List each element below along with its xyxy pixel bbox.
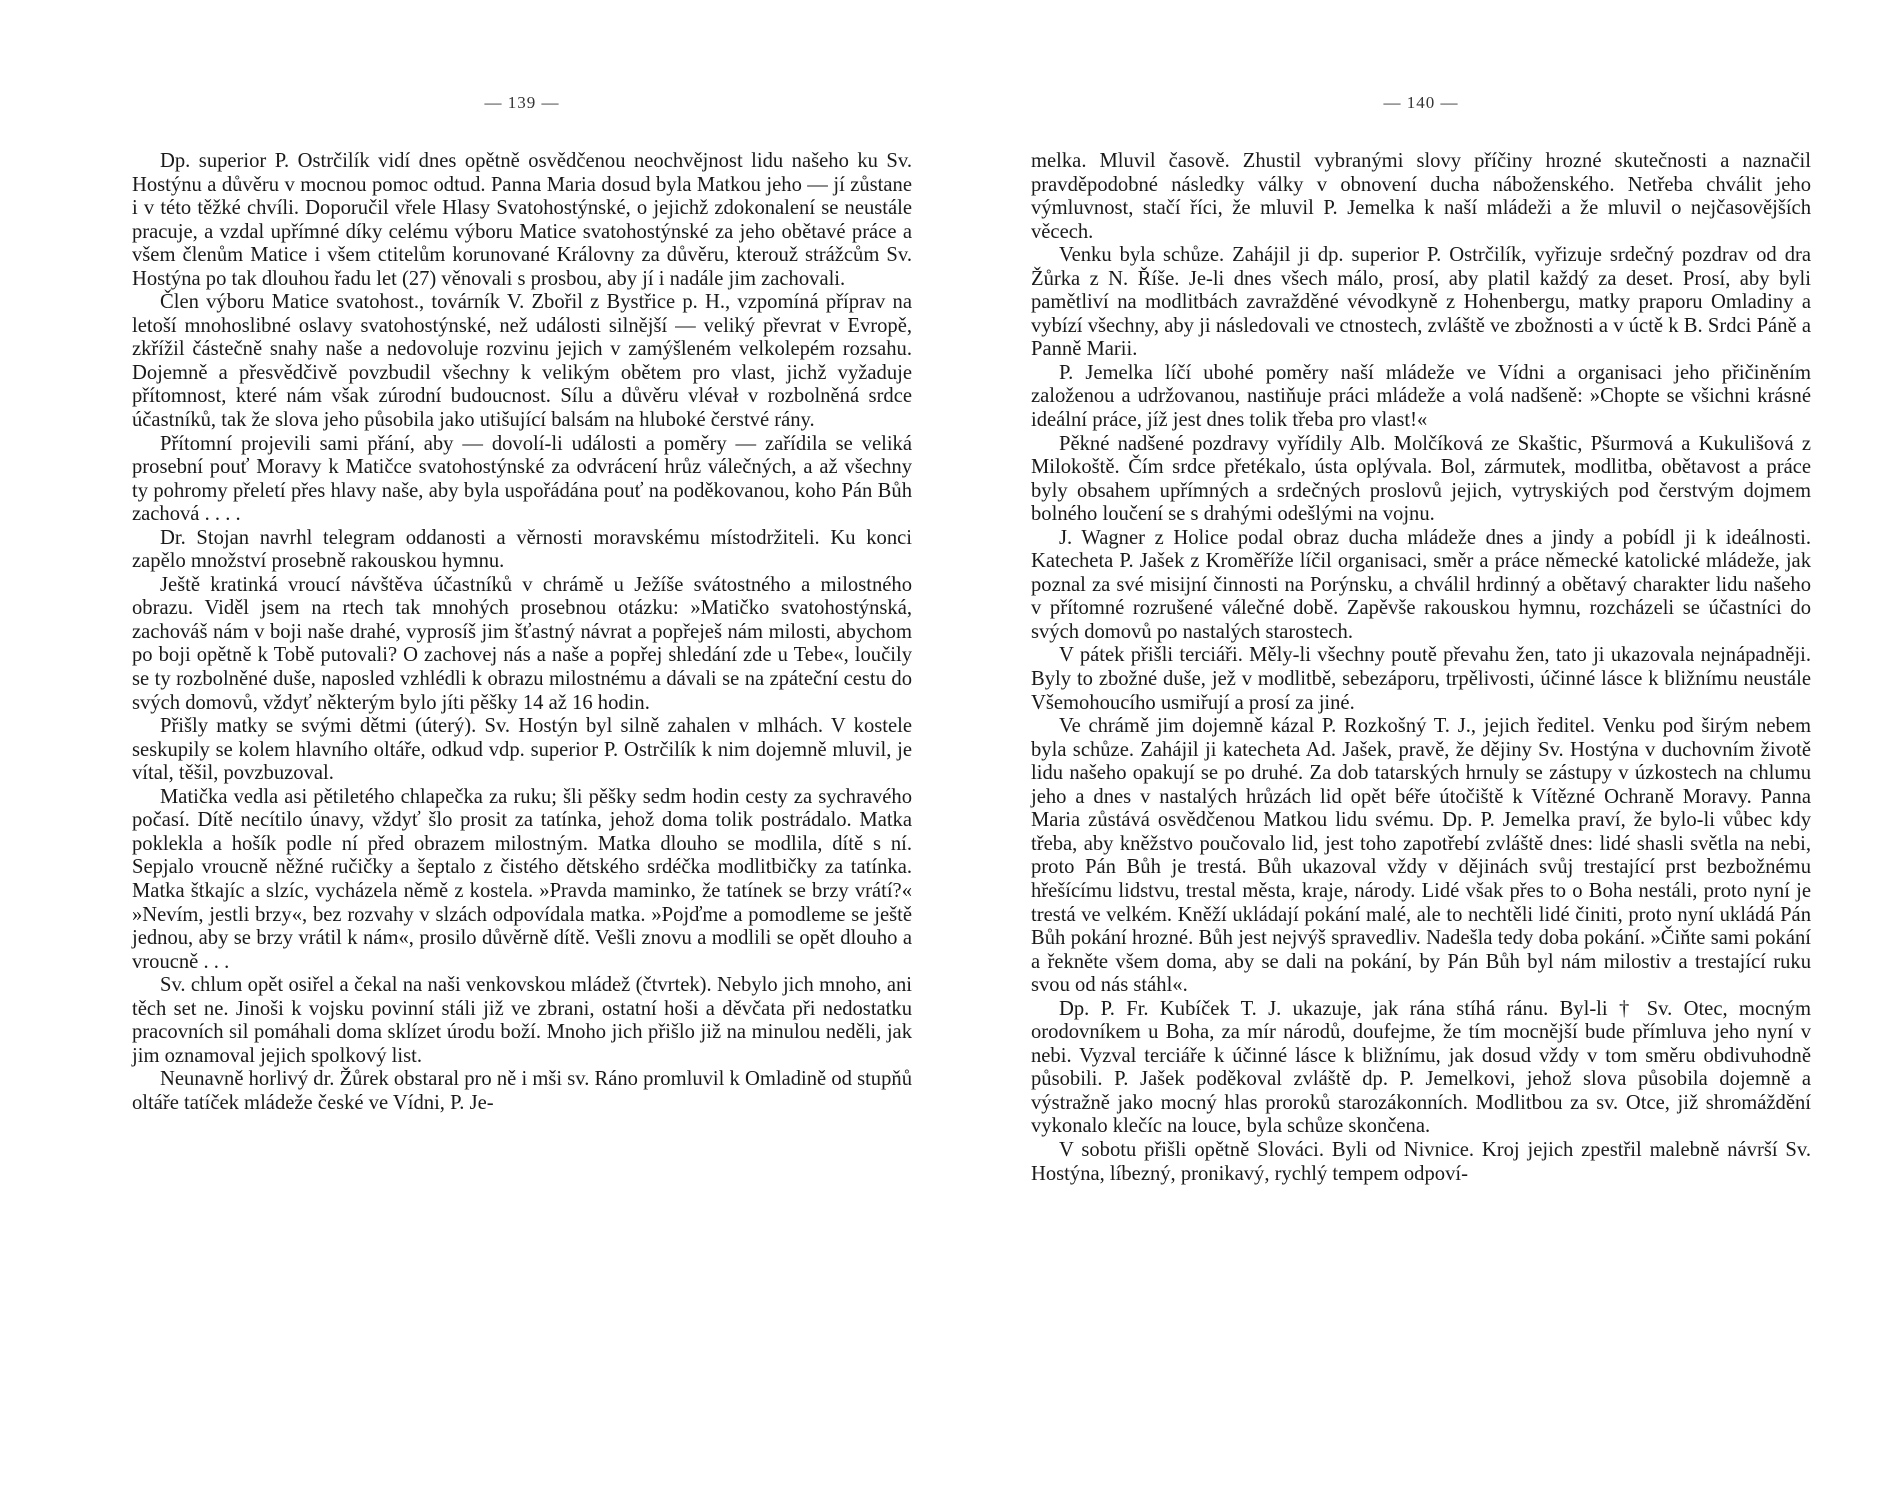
page-number: — 139 — [484,93,560,112]
paragraph: V pátek přišli terciáři. Měly-li všechny poutě převahu žen, tato ji ukazovala nejnápadněji. Byly to zbožné duše, jež v modlitbě, sebezáporu, trpělivosti, účinné lásce k bližnímu neustále Všemohoucího usmiřují a prosí za jiné. [1031,644,1811,714]
paragraph: Přítomní projevili sami přání, aby — dovolí-li události a poměry — zařídila se veliká prosební pouť Moravy k Matičce svatohostýnské za odvrácení hrůz válečných, a až všechny ty pohromy přeletí přes hlavy naše, aby byla uspořádána pouť na poděkovanou, koho Pán Bůh zachová . . . . [132,432,912,526]
page-text [132,150,912,1115]
paragraph: Dp. P. Fr. Kubíček T. J. ukazuje, jak rána stíhá ránu. Byl-li † Sv. Otec, mocným orodovníkem u Boha, za mír národů, doufejme, že tím mocnější bude přímluva jeho nyní v nebi. Vyzval terciáře k účinné lásce k bližnímu, jak dosud vždy v tom směru obdivuhodně působili. P. Jašek poděkoval zvláště dp. P. Jemelkovi, jehož slova působila dojemně a výstražně jako mocný hlas proroků starozákonních. Modlitbou za sv. Otce, již shromáždění vykonalo klečíc na louce, byla schůze skončena. [1031,997,1811,1138]
page-number: — 140 — [1383,93,1459,112]
right-page [1031,0,1811,1500]
paragraph: Ještě kratinká vroucí návštěva účastníků v chrámě u Ježíše svátostného a milostného obrazu. Viděl jsem na rtech tak mnohých prosebnou otázku: »Matičko svatohostýnská, zachováš nám v boji naše drahé, vyprosíš jim šťastný návrat a popřeješ nám milosti, abychom po boji opětně k Tobě putovali? O zachovej nás a naše a popřej shledání zde u Tebe«, loučily se ty rozbolněné duše, naposled vzhlédli k obrazu milostnému a dávali se na zpáteční cestu do svých domovů, vždyť některým bylo jíti pěšky 14 až 16 hodin. [132,573,912,714]
paragraph: Neunavně horlivý dr. Žůrek obstaral pro ně i mši sv. Ráno promluvil k Omladině od stupňů oltáře tatíček mládeže české ve Vídni, P. Je- [132,1068,912,1114]
paragraph: P. Jemelka líčí ubohé poměry naší mládeže ve Vídni a organisaci jeho přičiněním založenou a udržovanou, nastiňuje práci mládeže a volá nadšeně: »Chopte se všichni krásné ideální práce, jíž jest dnes tolik třeba pro vlast!« [1031,361,1811,432]
paragraph: Pěkné nadšené pozdravy vyřídily Alb. Molčíková ze Skaštic, Pšurmová a Kukulišová z Milokoště. Čím srdce přetékalo, ústa oplývala. Bol, zármutek, modlitba, obětavost a práce byly obsahem upřímných a srdečných proslovů jejich, vytryskiých pod čerstvým dojmem bolného loučení se s drahými odešlými na vojnu. [1031,432,1811,526]
left-page [132,0,912,1500]
paragraph: Ve chrámě jim dojemně kázal P. Rozkošný T. J., jejich ředitel. Venku pod širým nebem byla schůze. Zahájil ji katecheta Ad. Jašek, pravě, že dějiny Sv. Hostýna v duchovním životě lidu našeho opakují se po druhé. Za dob tatarských hrnuly se zástupy v úzkostech na chlumu jeho a dnes v nastalých hrůzách lid opět béře útočiště k Vítězné Ochraně Moravy. Panna Maria zůstává osvědčenou Matkou lidu svému. Dp. P. Jemelka praví, že bylo-li vůbec kdy třeba, aby kněžstvo poučovalo lid, jest toho zapotřebí zvláště dnes: lidé shasli světla na nebi, proto Pán Bůh je trestá. Bůh ukazoval vždy v dějinách svůj trestající prst bezbožnému hřešícímu lidstvu, trestal města, kraje, národy. Lidé však přes to o Boha nestáli, proto nyní je trestá ve velkém. Kněží ukládají pokání malé, ale to nechtěli lidé činiti, proto nyní ukládá Pán Bůh pokání hrozné. Bůh jest nejvýš spravedliv. Nadešla tedy doba pokání. »Čiňte sami pokání a řekněte všem doma, aby se dali na pokání, by Pán Bůh byl nám milostiv a trestající ruku svou od nás stáhl«. [1031,715,1811,997]
paragraph: V sobotu přišli opětně Slováci. Byli od Nivnice. Kroj jejich zpestřil malebně návrší Sv. Hostýna, líbezný, pronikavý, rychlý tempem odpoví- [1031,1138,1811,1185]
paragraph: J. Wagner z Holice podal obraz ducha mládeže dnes a jindy a pobídl ji k ideálnosti. Katecheta P. Jašek z Kroměříže líčil organisaci, směr a práce německé katolické mládeže, jak poznal za své misijní činnosti na Porýnsku, a chválil hrdinný a obětavý charakter lidu našeho v přítomné rozrušené válečné době. Zapěvše rakouskou hymnu, rozcházeli se účastníci do svých domovů po nastalých starostech. [1031,526,1811,643]
paragraph: Venku byla schůze. Zahájil ji dp. superior P. Ostrčilík, vyřizuje srdečný pozdrav od dra Žůrka z N. Říše. Je-li dnes všech málo, prosí, aby platil každý za deset. Prosí, aby byli pamětliví na modlitbách zavražděné vévodkyně z Hohenbergu, matky praporu Omladiny a vybízí všechny, aby ji následovali ve ctnostech, zvláště ve zbožnosti a v úctě k B. Srdci Páně a Panně Marii. [1031,244,1811,361]
paragraph: Dp. superior P. Ostrčilík vidí dnes opětně osvědčenou neochvějnost lidu našeho ku Sv. Hostýnu a důvěru v mocnou pomoc odtud. Panna Maria dosud byla Matkou jeho — jí zůstane i v této těžké chvíli. Doporučil vřele Hlasy Svatohostýnské, o jejichž zdokonalení se neustále pracuje, a vzdal upřímné díky celému výboru Matice svatohostýnské za jeho obětavé práce a všem členům Matice i všem ctitelům korunované Královny za důvěru, kterouž strážcům Sv. Hostýna po tak dlouhou řadu let (27) věnovali s prosbou, aby jí i nadále jim zachovali. [132,150,912,290]
paragraph: Sv. chlum opět osiřel a čekal na naši venkovskou mládež (čtvrtek). Nebylo jich mnoho, ani těch set ne. Jinoši k vojsku povinní stáli již ve zbrani, ostatní hoši a děvčata při nedostatku pracovních sil pomáhali doma sklízet úrodu boží. Mnoho jich přišlo již na minulou neděli, jak jim oznamoval jejich spolkový list. [132,974,912,1067]
page-text [1031,150,1811,1186]
paragraph: melka. Mluvil časově. Zhustil vybranými slovy příčiny hrozné skutečnosti a naznačil pravděpodobné následky války v obnovení ducha náboženského. Netřeba chválit jeho výmluvnost, stačí říci, že mluvil P. Jemelka k naší mládeži a že mluvil o nejčasovějších věcech. [1031,150,1811,243]
paragraph: Dr. Stojan navrhl telegram oddanosti a věrnosti moravskému místodržiteli. Ku konci zapělo množství prosebně rakouskou hymnu. [132,526,912,573]
paragraph: Přišly matky se svými dětmi (úterý). Sv. Hostýn byl silně zahalen v mlhách. V kostele seskupily se kolem hlavního oltáře, odkud vdp. superior P. Ostrčilík k nim dojemně mluvil, je vítal, těšil, povzbuzoval. [132,715,912,785]
paragraph: Matička vedla asi pětiletého chlapečka za ruku; šli pěšky sedm hodin cesty za sychravého počasí. Dítě necítilo únavy, vždyť šlo prosit za tatínka, jehož doma tolik postrádalo. Matka poklekla a hošík podle ní před obrazem milostným. Matka dlouho se modlila, dítě s ní. Sepjalo vroucně něžné ručičky a šeptalo z čistého dětského srdéčka modlitbičky za tatínka. Matka štkajíc a slzíc, vycházela němě z kostela. »Pravda maminko, že tatínek se brzy vrátí?« »Nevím, jestli brzy«, bez rozvahy v slzách odpovídala matka. »Pojďme a pomodleme se ještě jednou, aby se brzy vrátil k nám«, prosilo důvěrně dítě. Vešli znovu a modlili se opět dlouho a vroucně . . . [132,785,912,973]
paragraph: Člen výboru Matice svatohost., továrník V. Zbořil z Bystřice p. H., vzpomíná příprav na letoší mnohoslibné oslavy svatohostýnské, než události silnější — veliký převrat v Evropě, zkřížil částečně snahy naše a nedovoluje rozvinu jejich v zamýšleném velkolepém rozsahu. Dojemně a přesvědčivě povzbudil všechny k velikým obětem pro vlast, jichž vyžaduje přítomnost, které nám však zúrodní budoucnost. Sílu a důvěru vlévał v rozbolněná srdce účastníků, tak že slova jeho působila jako utišující balsám na hluboké čerstvé rány. [132,291,912,432]
